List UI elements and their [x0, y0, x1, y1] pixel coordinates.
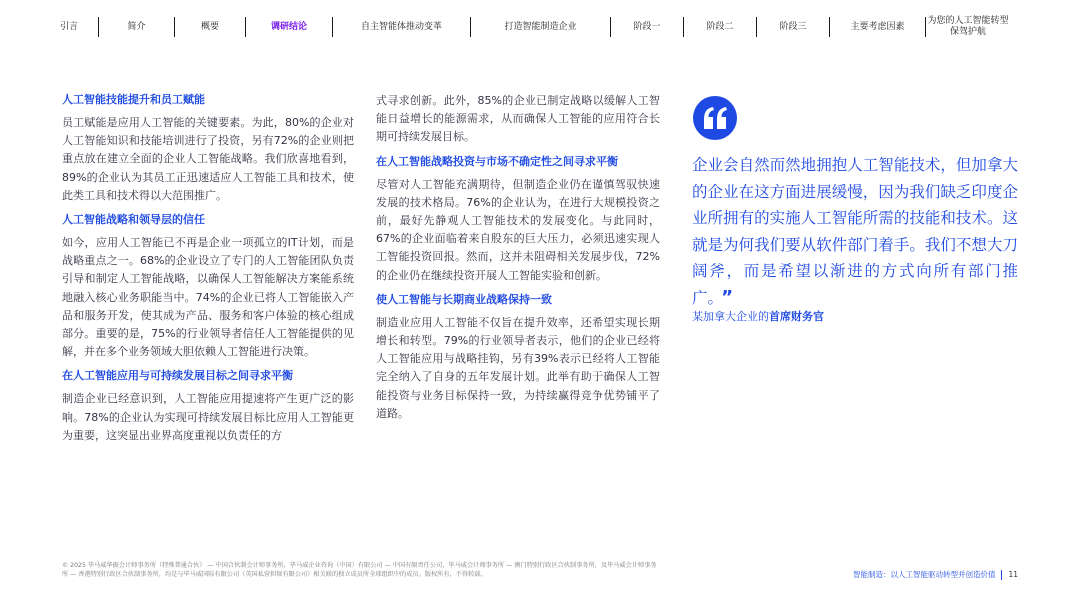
footer-document-info: [853, 569, 1018, 580]
section-paragraph: 尽管对人工智能充满期待，但制造企业仍在谨慎驾驭快速发展的技术格局。76%的企业认为，在进行大规模投资之前，最好先静观人工智能技术的发展变化。与此同时，67%的企业面临着来自股东的巨大压力，必须迅速实现人工智能投资回报。然而，这并未阻碍相关发展步伐，72%的企业仍在继续投资开展人工智能实验和创新。: [376, 177, 660, 282]
footer-legal-notice: © 2025 毕马威华振会计师事务所（特殊普通合伙） — 中国合伙制会计师事务所，毕马威企业咨询（中国）有限公司 — 中国有限责任公司，毕马威会计师事务所 — 澳门特别行政区合伙制事务所，及毕马威会计师事务所 — 香港特别行政区合伙制事务所，均是与毕马威国际有限公司（英国私营担保有限公司）相关联的独立成员所全球组织中的成员。版权所有，不得转载。: [62, 562, 657, 578]
section-heading: 人工智能战略和领导层的信任: [62, 213, 205, 227]
nav-tab-intro[interactable]: 引言: [59, 21, 78, 32]
section-paragraph: 员工赋能是应用人工智能的关键要素。为此，80%的企业对人工智能知识和技能培训进行了投资，另有72%的企业则把重点放在建立全面的企业人工智能战略。我们欣喜地看到，89%的企业认为其员工正迅速适应人工智能工具和技术，使此类工具和技术得以大范围推广。: [62, 116, 354, 202]
nav-tab-summary[interactable]: 概要: [200, 21, 219, 32]
footer-divider: [1001, 570, 1002, 580]
quote-attribution: [692, 308, 824, 324]
close-quote-icon: ”: [721, 286, 734, 308]
section-heading: 在人工智能应用与可持续发展目标之间寻求平衡: [62, 369, 293, 383]
quote-icon: [693, 96, 737, 140]
section-paragraph: 制造业应用人工智能不仅旨在提升效率，还希望实现长期增长和转型。79%的行业领导者表示，他们的企业已经将人工智能应用与战略挂钩，另有39%表示已经将人工智能完全纳入了自身的五年发展计划。此举有助于确保人工智能投资与业务目标保持一致，为持续赢得竞争优势铺平了道路。: [376, 315, 660, 420]
nav-tab-ai-transformation[interactable]: 为您的人工智能转型保驾护航: [927, 16, 1009, 37]
section-paragraph-continued: 式寻求创新。此外，85%的企业已制定战略以缓解人工智能日益增长的能源需求，从而确保人工智能的应用符合长期可持续发展目标。: [376, 94, 660, 144]
nav-tab-stage-one[interactable]: 阶段一: [633, 21, 661, 32]
section-paragraph: 如今，应用人工智能已不再是企业一项孤立的IT计划，而是战略重点之一。68%的企业设立了专门的人工智能团队负责引导和制定人工智能战略，以确保人工智能解决方案能系统地融入核心业务职能当中。74%的企业已将人工智能嵌入产品和服务开发，使其成为产品、服务和客户体验的核心组成部分。重要的是，75%的行业领导者信任人工智能提供的见解，并在多个业务领域大胆依赖人工智能进行决策。: [62, 236, 354, 359]
section-heading: 使人工智能与长期商业战略保持一致: [376, 292, 552, 306]
section-paragraph: 制造企业已经意识到，人工智能应用提速将产生更广泛的影响。78%的企业认为实现可持续发展目标比应用人工智能更为重要，这突显出业界高度重视以负责任的方: [62, 392, 354, 442]
nav-tab-autonomous-agents[interactable]: 自主智能体推动变革: [360, 21, 442, 32]
nav-tab-findings[interactable]: 调研结论: [270, 21, 307, 32]
pull-quote-text: 企业会自然而然地拥抱人工智能技术，但加拿大的企业在这方面进展缓慢，因为我们缺乏印度企业所拥有的实施人工智能所需的技能和技术。这就是为何我们要从软件部门着手。我们不想大刀阔斧，而是希望以渐进的方式向所有部门推广。: [692, 156, 1018, 307]
nav-tab-smart-manufacturing[interactable]: 打造智能制造企业: [504, 21, 577, 32]
page-number: 11: [1008, 570, 1018, 579]
pull-quote: [692, 152, 1018, 311]
section-heading: 在人工智能战略投资与市场不确定性之间寻求平衡: [376, 154, 618, 168]
nav-tab-stage-two[interactable]: 阶段二: [706, 21, 734, 32]
content-column-left: [62, 92, 354, 452]
top-nav: [40, 16, 1040, 38]
quote-glyph: [702, 107, 728, 129]
quote-source-title: 首席财务官: [769, 310, 824, 323]
quote-source-prefix: 某加拿大企业的: [692, 310, 769, 323]
footer-doc-title: 智能制造：以人工智能驱动转型并创造价值: [852, 570, 996, 579]
nav-tab-key-considerations[interactable]: 主要考虑因素: [850, 21, 905, 32]
content-column-middle: [376, 92, 660, 430]
nav-tab-stage-three[interactable]: 阶段三: [779, 21, 807, 32]
section-heading: 人工智能技能提升和员工赋能: [62, 93, 205, 106]
nav-tab-overview[interactable]: 简介: [127, 21, 146, 32]
